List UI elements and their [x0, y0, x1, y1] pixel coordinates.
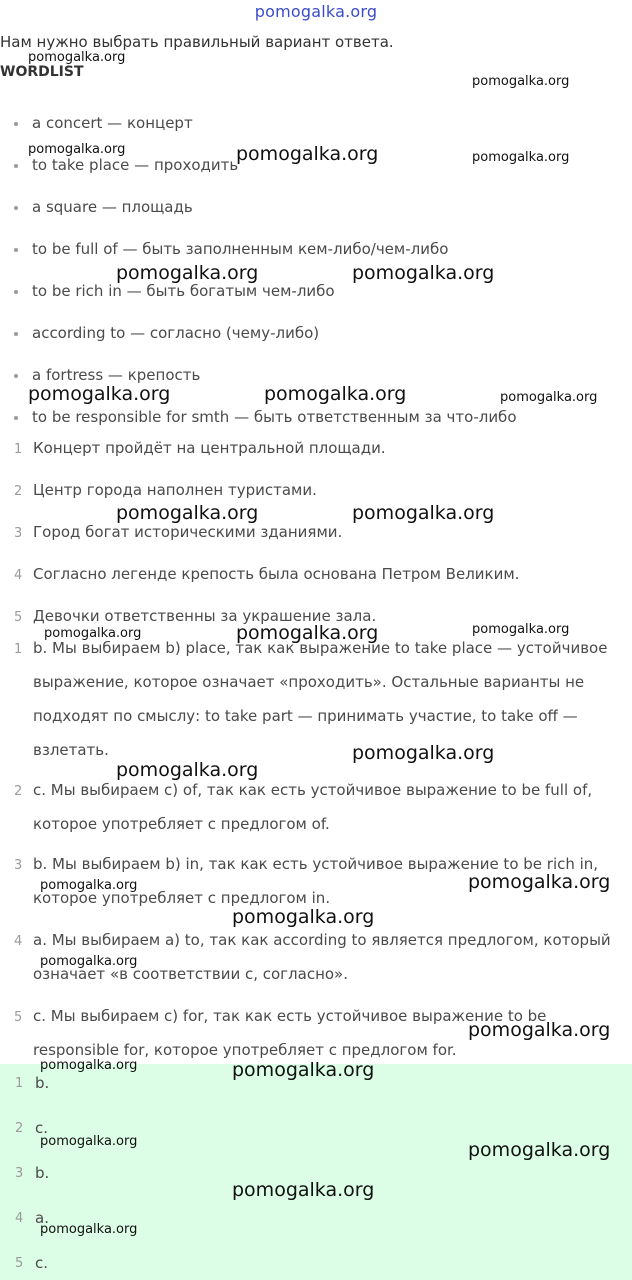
watermark: pomogalka.org — [352, 262, 495, 284]
watermark: pomogalka.org — [40, 954, 138, 969]
answer-text: b. — [35, 1164, 50, 1182]
sentence-number: 3 — [14, 526, 23, 541]
list-item: a square — площадь — [14, 198, 193, 216]
list-item: to be full of — быть заполненным кем-либо/чем-либо — [14, 240, 448, 258]
sentence-number: 1 — [14, 442, 23, 457]
watermark: pomogalka.org — [352, 502, 495, 524]
answer-number: 4 — [15, 1211, 24, 1226]
list-item: to take place — проходить — [14, 156, 238, 174]
watermark: pomogalka.org — [352, 742, 495, 764]
answer-box — [0, 1064, 632, 1280]
watermark: pomogalka.org — [28, 50, 126, 65]
watermark: pomogalka.org — [468, 1139, 611, 1161]
explanation-number: 4 — [14, 934, 23, 949]
watermark: pomogalka.org — [232, 1059, 375, 1081]
bullet-icon — [14, 122, 18, 126]
bullet-icon — [14, 416, 18, 420]
watermark: pomogalka.org — [28, 383, 171, 405]
sentence-text: Концерт пройдёт на центральной площади. — [33, 439, 386, 457]
bullet-icon — [14, 164, 18, 168]
explanation-number: 2 — [14, 784, 23, 799]
bullet-icon — [14, 248, 18, 252]
wordlist-title: WORDLIST — [0, 64, 84, 80]
sentence-number: 5 — [14, 610, 23, 625]
watermark: pomogalka.org — [232, 906, 375, 928]
explanation-text: b. Мы выбираем b) in, так как есть устойчивое выражение to be rich in, которое употребляет с предлогом in. — [33, 855, 599, 907]
bullet-icon — [14, 206, 18, 210]
sentence-text: Центр города наполнен туристами. — [33, 481, 317, 499]
watermark: pomogalka.org — [44, 626, 142, 641]
answer-text: c. — [35, 1254, 49, 1272]
list-item: a fortress — крепость — [14, 366, 200, 384]
intro-text: Нам нужно выбрать правильный вариант ответа. — [0, 33, 394, 51]
watermark: pomogalka.org — [468, 871, 611, 893]
sentence-text: Город богат историческими зданиями. — [33, 523, 343, 541]
sentence-text: Согласно легенде крепость была основана Петром Великим. — [33, 565, 520, 583]
watermark: pomogalka.org — [468, 1019, 611, 1041]
watermark: pomogalka.org — [500, 390, 598, 405]
watermark: pomogalka.org — [116, 262, 259, 284]
answer-number: 5 — [15, 1256, 24, 1271]
answer-text: a. — [35, 1209, 49, 1227]
list-item: to be rich in — быть богатым чем-либо — [14, 282, 335, 300]
answer-number: 2 — [15, 1121, 24, 1136]
watermark: pomogalka.org — [472, 622, 570, 637]
explanation-number: 3 — [14, 858, 23, 873]
watermark: pomogalka.org — [116, 759, 259, 781]
sentence-text: Девочки ответственны за украшение зала. — [33, 607, 377, 625]
explanation-text: b. Мы выбираем b) place, так как выражение to take place — устойчивое выражение, которое означает «проходить». Остальные варианты не подходят по смыслу: to take part — принимать участие, to take off — взлетать. — [33, 639, 608, 759]
explanation-number: 5 — [14, 1010, 23, 1025]
answer-number: 3 — [15, 1166, 24, 1181]
watermark: pomogalka.org — [232, 1179, 375, 1201]
sentence-number: 4 — [14, 568, 23, 583]
answer-text: b. — [35, 1074, 50, 1092]
watermark: pomogalka.org — [472, 150, 570, 165]
watermark: pomogalka.org — [472, 74, 570, 89]
watermark: pomogalka.org — [40, 1058, 138, 1073]
watermark: pomogalka.org — [116, 502, 259, 524]
site-logo[interactable]: pomogalka.org — [254, 2, 378, 21]
watermark: pomogalka.org — [40, 878, 138, 893]
explanation-text: a. Мы выбираем a) to, так как according to является предлогом, который означает «в соответствии с, согласно». — [33, 931, 611, 983]
watermark: pomogalka.org — [236, 143, 379, 165]
explanation-number: 1 — [14, 642, 23, 657]
bullet-icon — [14, 374, 18, 378]
answer-number: 1 — [15, 1076, 24, 1091]
list-item: according to — согласно (чему-либо) — [14, 324, 319, 342]
sentence-number: 2 — [14, 484, 23, 499]
watermark: pomogalka.org — [264, 383, 407, 405]
list-item: a concert — концерт — [14, 114, 193, 132]
watermark: pomogalka.org — [40, 1134, 138, 1149]
watermark: pomogalka.org — [40, 1222, 138, 1237]
bullet-icon — [14, 332, 18, 336]
watermark: pomogalka.org — [28, 142, 126, 157]
answer-text: c. — [35, 1119, 49, 1137]
list-item: to be responsible for smth — быть ответственным за что-либо — [14, 408, 517, 426]
explanation-text: c. Мы выбираем c) for, так как есть устойчивое выражение to be responsible for, которое употребляет с предлогом for. — [33, 1007, 547, 1059]
explanation-text: c. Мы выбираем c) of, так как есть устойчивое выражение to be full of, которое употребляет с предлогом of. — [33, 781, 593, 833]
watermark: pomogalka.org — [236, 622, 379, 644]
bullet-icon — [14, 290, 18, 294]
